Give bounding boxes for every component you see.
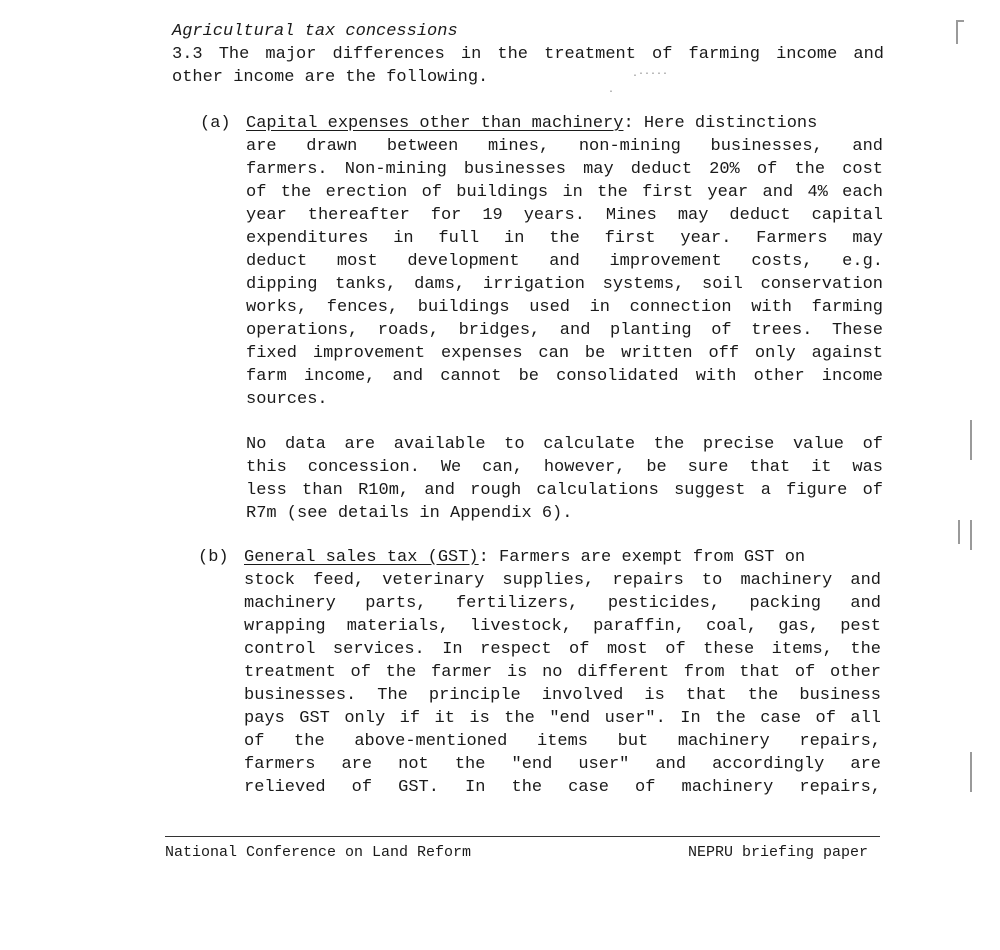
item-a-title: Capital expenses other than machinery (246, 114, 624, 133)
item-a-line-2: farmers. Non-mining businesses may deduct 20% of the cost (246, 160, 883, 179)
item-a-para2-line-4: R7m (see details in Appendix 6). (246, 504, 573, 523)
scan-mark-mid (970, 420, 972, 460)
scan-mark-bottom (970, 752, 972, 792)
item-b-line-9: farmers are not the "end user" and accordingly are (244, 755, 881, 774)
item-a-para2-line-1: No data are available to calculate the precise value of (246, 435, 883, 454)
item-a-line-4: year thereafter for 19 years. Mines may deduct capital (246, 206, 883, 225)
item-b-line-1: stock feed, veterinary supplies, repairs to machinery and (244, 571, 881, 590)
footer-left: National Conference on Land Reform (165, 844, 472, 861)
item-b-line-7: pays GST only if it is the "end user". In the case of all (244, 709, 881, 728)
item-b-line-8: of the above-mentioned items but machinery repairs, (244, 732, 881, 751)
item-a-para2-line-3: less than R10m, and rough calculations suggest a figure of (246, 481, 883, 500)
item-b-marker: (b) (198, 548, 229, 567)
item-a-line-5: expenditures in full in the first year. Farmers may (246, 229, 883, 248)
item-a-line-9: operations, roads, bridges, and planting of trees. These (246, 321, 883, 340)
intro-line-2: other income are the following. (172, 68, 489, 87)
footer-right: NEPRU briefing paper (688, 844, 869, 861)
item-a-line-11: farm income, and cannot be consolidated with other income (246, 367, 883, 386)
item-a-line-12: sources. (246, 390, 328, 409)
item-b-line-6: businesses. The principle involved is that the business (244, 686, 881, 705)
scan-mark-lower-b (970, 520, 972, 550)
scan-mark-top (956, 20, 958, 44)
intro-line-1: 3.3 The major differences in the treatment of farming income and (172, 45, 884, 64)
item-a-line-1: are drawn between mines, non-mining businesses, and (246, 137, 883, 156)
item-b-line-3: wrapping materials, livestock, paraffin, coal, gas, pest (244, 617, 881, 636)
item-a-line-8: works, fences, buildings used in connection with farming (246, 298, 883, 317)
item-b-first-line-rest: : Farmers are exempt from GST on (478, 548, 806, 567)
item-a-para2-line-2: this concession. We can, however, be sure that it was (246, 458, 883, 477)
item-b-line-4: control services. In respect of most of these items, the (244, 640, 881, 659)
item-a-line-6: deduct most development and improvement costs, e.g. (246, 252, 883, 271)
item-b-line-5: treatment of the farmer is no different from that of other (244, 663, 881, 682)
scan-speckle: .····· (632, 69, 669, 80)
item-b-title: General sales tax (GST) (244, 548, 479, 567)
item-b-first-line (244, 546, 805, 569)
item-b-line-2: machinery parts, fertilizers, pesticides, packing and (244, 594, 881, 613)
item-a-line-3: of the erection of buildings in the first year and 4% each (246, 183, 883, 202)
item-a-marker: (a) (200, 114, 231, 133)
item-a-line-10: fixed improvement expenses can be written off only against (246, 344, 883, 363)
item-a-first-line (246, 112, 817, 135)
item-a-line-7: dipping tanks, dams, irrigation systems, soil conservation (246, 275, 883, 294)
section-heading: Agricultural tax concessions (172, 22, 458, 41)
footer-rule (165, 836, 880, 837)
item-b-line-10: relieved of GST. In the case of machinery repairs, (244, 778, 881, 797)
scan-speckle-2: · (608, 87, 615, 98)
item-a-first-line-rest: : Here distinctions (623, 114, 818, 133)
scan-mark-lower-a (958, 520, 960, 544)
